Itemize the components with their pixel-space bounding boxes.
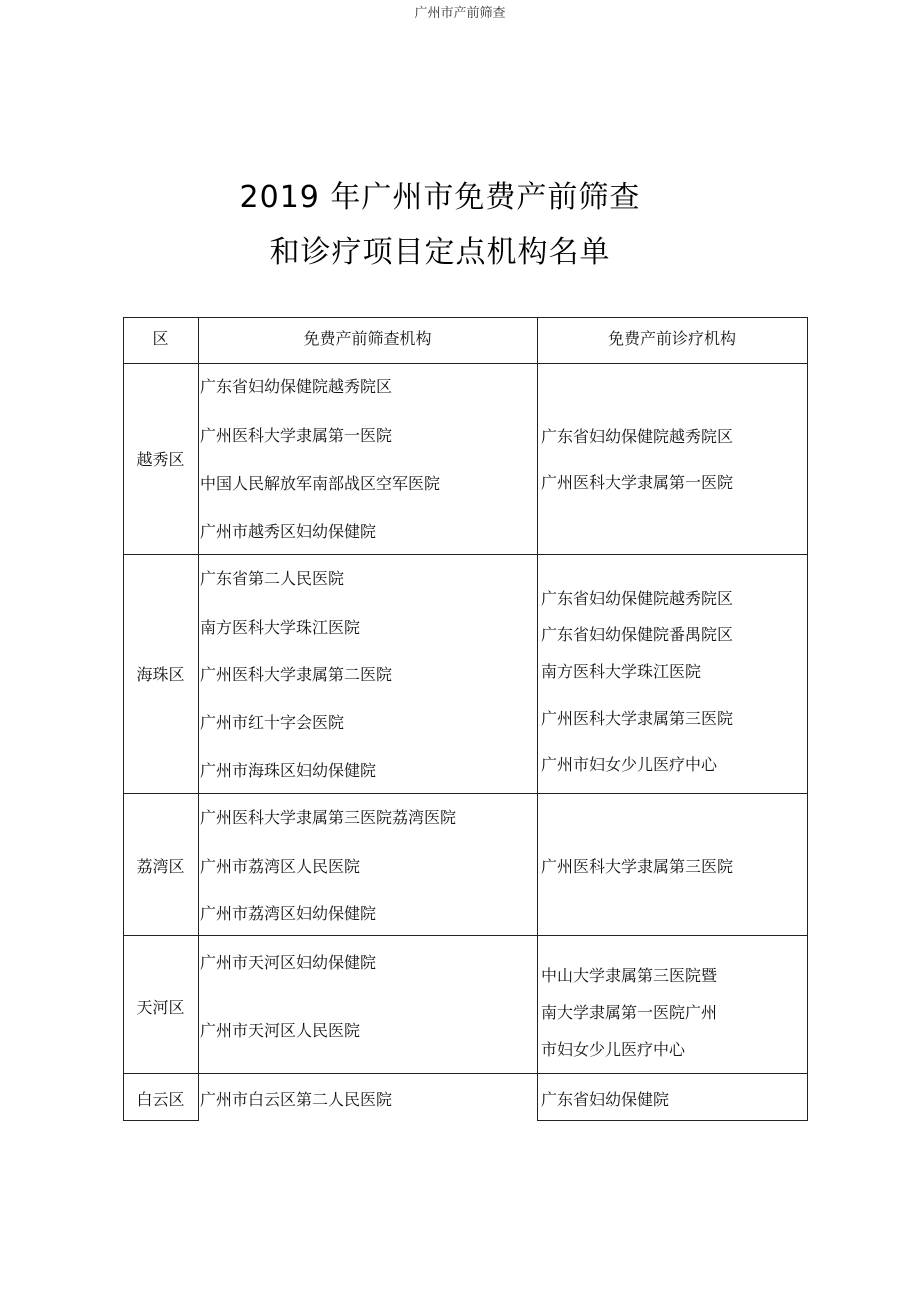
screening-facility: 广州市天河区人民医院 <box>200 1021 361 1040</box>
document-title-line-1: 2019 年广州市免费产前筛查 <box>239 180 641 215</box>
diagnosis-facility: 广州医科大学隶属第三医院 <box>541 857 734 876</box>
diagnosis-facility: 南方医科大学珠江医院 <box>541 662 702 681</box>
district-name: 天河区 <box>136 998 185 1017</box>
screening-facility: 广州市红十字会医院 <box>200 713 345 732</box>
table-rule <box>807 317 808 1121</box>
screening-facility: 广州医科大学隶属第二医院 <box>200 665 393 684</box>
district-name: 荔湾区 <box>136 857 185 876</box>
document-title-line-2: 和诊疗项目定点机构名单 <box>269 235 611 270</box>
screening-facility: 广州市越秀区妇幼保健院 <box>200 522 377 541</box>
screening-facility: 广州医科大学隶属第三医院荔湾医院 <box>200 808 457 827</box>
screening-facility: 中国人民解放军南部战区空军医院 <box>200 474 441 493</box>
diagnosis-facility: 广州医科大学隶属第三医院 <box>541 709 734 728</box>
screening-facility: 广东省第二人民医院 <box>200 569 345 588</box>
screening-facility: 广州市海珠区妇幼保健院 <box>200 761 377 780</box>
diagnosis-facility: 市妇女少儿医疗中心 <box>541 1040 686 1059</box>
diagnosis-facility: 广东省妇幼保健院越秀院区 <box>541 589 734 608</box>
screening-facility: 广州市白云区第二人民医院 <box>200 1090 393 1109</box>
table-rule <box>123 1120 198 1121</box>
district-name: 白云区 <box>136 1090 185 1109</box>
table-rule <box>198 317 199 1121</box>
table-rule <box>537 1120 807 1121</box>
screening-facility: 广东省妇幼保健院越秀院区 <box>200 377 393 396</box>
table-rule <box>123 554 807 555</box>
district-name: 越秀区 <box>136 450 185 469</box>
table-rule <box>123 935 807 936</box>
header-district: 区 <box>152 329 169 348</box>
table-rule <box>123 793 807 794</box>
screening-facility: 广州市荔湾区妇幼保健院 <box>200 904 377 923</box>
screening-facility: 南方医科大学珠江医院 <box>200 618 361 637</box>
screening-facility: 广州市荔湾区人民医院 <box>200 857 361 876</box>
diagnosis-facility: 南大学隶属第一医院广州 <box>541 1003 718 1022</box>
table-rule <box>123 317 807 318</box>
table-rule <box>537 317 538 1121</box>
diagnosis-facility: 广东省妇幼保健院番禺院区 <box>541 625 734 644</box>
table-rule <box>123 363 807 364</box>
diagnosis-facility: 广州市妇女少儿医疗中心 <box>541 755 718 774</box>
diagnosis-facility: 广东省妇幼保健院越秀院区 <box>541 427 734 446</box>
screening-facility: 广州市天河区妇幼保健院 <box>200 953 377 972</box>
diagnosis-facility: 广东省妇幼保健院 <box>541 1090 670 1109</box>
running-header: 广州市产前筛查 <box>414 6 506 21</box>
header-diagnosis: 免费产前诊疗机构 <box>607 329 736 348</box>
diagnosis-facility: 中山大学隶属第三医院暨 <box>541 966 718 985</box>
table-rule <box>123 1073 807 1074</box>
diagnosis-facility: 广州医科大学隶属第一医院 <box>541 473 734 492</box>
header-screening: 免费产前筛查机构 <box>303 329 432 348</box>
district-name: 海珠区 <box>136 665 185 684</box>
screening-facility: 广州医科大学隶属第一医院 <box>200 426 393 445</box>
